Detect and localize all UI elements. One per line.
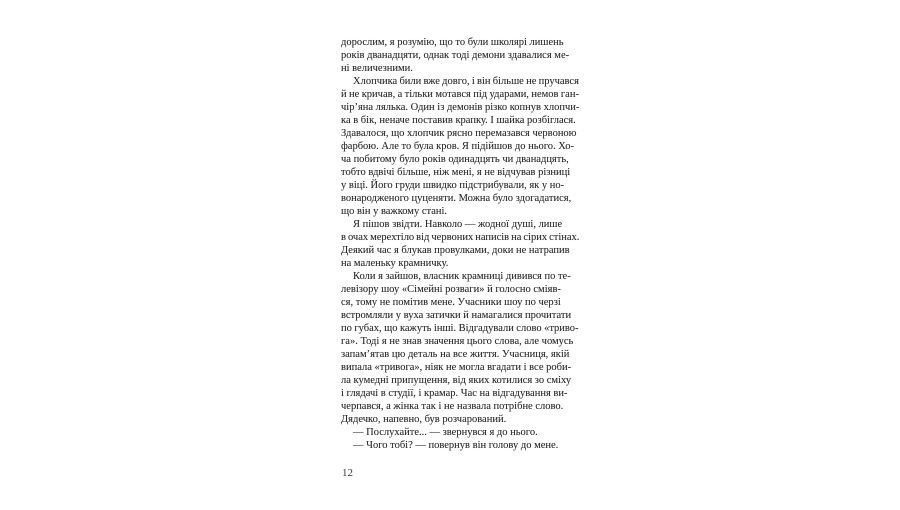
paragraph (341, 75, 579, 218)
text-line: Здавалося, що хлопчик рясно перемазався червоною (341, 128, 577, 139)
text-line: у віці. Його груди швидко підстрибували, як у но- (341, 180, 565, 191)
text-line: левізору шоу «Сімейні розваги» й голосно сміяв- (341, 284, 561, 295)
paragraph (341, 270, 579, 426)
text-line: — Чого тобі? — повернув він голову до мене. (353, 440, 559, 451)
text-line: і глядачі в студії, і крамар. Час на відгадування ви- (341, 388, 568, 399)
text-line: тобто вдвічі більше, ніж мені, я не відчував різниці (341, 167, 571, 178)
text-line: Хлопчика били вже довго, і він більше не пручався (353, 76, 579, 87)
text-line: встромляли у вуха затички й намагалися прочитати (341, 310, 572, 321)
text-line: ка в бік, неначе поставив крапку. І шайка розбіглася. (341, 115, 576, 126)
text-line: випала «тривога», ніяк не могла вгадати і все роби- (341, 362, 572, 373)
text-line: фарбою. Але то була кров. Я підійшов до нього. Хо- (341, 141, 574, 152)
paragraph (341, 36, 579, 75)
text-line: років дванадцяти, однак тоді демони здавалися ме- (341, 50, 570, 61)
paragraph (341, 439, 579, 452)
text-line: Дядечко, напевно, був розчарований. (341, 414, 507, 425)
text-line: й не кричав, а тільки мотався під ударами, немов ган- (341, 89, 579, 100)
page-number: 12 (342, 467, 353, 479)
text-line: ла кумедні припущення, від яких котилися зо сміху (341, 375, 572, 386)
paragraph (341, 426, 579, 439)
text-line: чір’яна лялька. Один із демонів різко копнув хлопчи- (341, 102, 580, 113)
text-line: га». Тоді я не знав значення цього слова, але чомусь (341, 336, 574, 347)
text-line: ча побитому було років одинадцять чи дванадцять, (341, 154, 569, 165)
text-line: по губах, що кажуть інші. Відгадували слово «триво- (341, 323, 579, 334)
text-line: ні величезними. (341, 63, 413, 74)
text-line: що він у важкому стані. (341, 206, 448, 217)
text-line: дорослим, я розумію, що то були школярі лишень (341, 37, 564, 48)
text-line: черпався, а жінка так і не назвала потрібне слово. (341, 401, 564, 412)
text-line: ся, тому не помітив мене. Учасники шоу по черзі (341, 297, 561, 308)
text-line: вонародженого цуценяти. Можна було здогадатися, (341, 193, 572, 204)
text-line: Деякий час я блукав провулками, доки не натрапив (341, 245, 570, 256)
text-line: на маленьку крамничку. (341, 258, 449, 269)
text-line: — Послухайте... — звернувся я до нього. (353, 427, 538, 438)
paragraph (341, 218, 579, 270)
text-line: в очах мерехтіло від червоних написів на сірих стінах. (341, 232, 580, 243)
text-line: Коли я зайшов, власник крамниці дивився по те- (353, 271, 571, 282)
text-line: Я пішов звідти. Навколо — жодної душі, лише (353, 219, 563, 230)
text-line: запам’ятав цю деталь на все життя. Учасниця, якій (341, 349, 570, 360)
text-column (341, 36, 579, 452)
